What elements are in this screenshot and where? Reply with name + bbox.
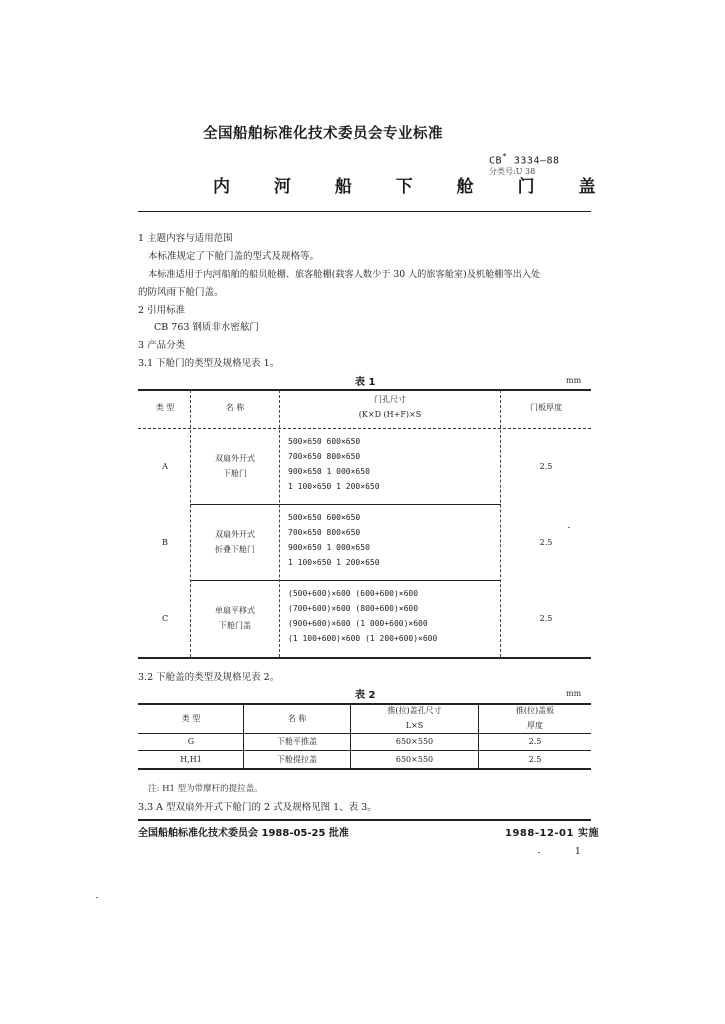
table-1-header-type: 类 型 — [155, 403, 175, 412]
table-2-note: 注: H1 型为带摩杆的提拉盖。 — [148, 784, 263, 794]
header-rule — [138, 211, 591, 212]
table-2-header-type: 类 型 — [181, 714, 201, 723]
table-2-row-h-name: 下舱提拉盖 — [277, 755, 317, 764]
referenced-standard: CB 763 钢质非水密舷门 — [154, 322, 259, 333]
table-1-header-thickness: 门板厚度 — [530, 403, 562, 412]
table-1-header-divider — [138, 428, 591, 429]
classification-number: 分类号:U 38 — [489, 167, 536, 176]
section-3-1: 3.1 下舱门的类型及规格见表 1。 — [138, 358, 280, 369]
section-3-3: 3.3 A 型双扇外开式下舱门的 2 式及规格见图 1、表 3。 — [138, 802, 377, 813]
table-1-row-b-size-3: 900×650 1 000×650 — [288, 543, 370, 552]
table-1-bottom-border — [138, 657, 591, 659]
table-1-row-c-size-4: (1 100+600)×600 (1 200+600)×600 — [288, 634, 438, 643]
table-2-row-h-size: 650×550 — [395, 755, 434, 764]
table-1-row-a-name-line-1: 双扇外开式 — [215, 454, 255, 463]
table-1-row-b-size-2: 700×650 800×650 — [288, 528, 361, 537]
table-1-row-c-name-line-2: 下舱门盖 — [219, 621, 251, 630]
section-1-heading: 1 主题内容与适用范围 — [138, 233, 233, 244]
section-1-paragraph-1: 本标准规定了下舱门盖的型式及规格等。 — [148, 251, 320, 262]
table-1-row-a-size-1: 500×650 600×650 — [288, 437, 361, 446]
table-1-unit: mm — [566, 376, 582, 385]
table-2-row-g-size: 650×550 — [395, 737, 434, 746]
table-1-top-border — [138, 389, 591, 391]
table-2-bottom-border — [138, 768, 591, 770]
table-1-col-divider-1 — [190, 390, 191, 657]
table-1-row-b-name-line-2: 折叠下舱门 — [215, 545, 255, 554]
table-1-row-a-thickness: 2.5 — [539, 462, 553, 471]
table-2-header-name: 名 称 — [287, 714, 307, 723]
table-2-header-thickness: 推(拉)盖板 — [515, 706, 555, 715]
table-2-header-thickness-sub: 厚度 — [527, 721, 543, 730]
table-2-col-divider-1 — [243, 704, 244, 768]
document-title: 内 河 船 下 舱 门 盖 — [213, 177, 615, 197]
approval-line: 全国船舶标准化技术委员会 1988-05-25 批准 — [138, 828, 349, 839]
section-1-paragraph-2a: 本标准适用于内河船舶的船员舱棚、旅客舱棚(载客人数少于 30 人的旅客舱室)及机舱棚等出入处 — [148, 269, 541, 280]
page-number: 1 — [575, 847, 581, 857]
scan-speck — [538, 852, 540, 853]
scan-speck — [568, 527, 570, 528]
table-1-row-c-size-1: (500+600)×600 (600+600)×600 — [288, 589, 419, 598]
standard-number-prefix: CB — [489, 155, 503, 167]
table-2-row-h-type: H,H1 — [180, 755, 202, 764]
table-1-row-a-size-4: 1 100×650 1 200×650 — [288, 482, 380, 491]
table-1-row-divider-1 — [190, 504, 501, 505]
standard-number-value: 3334—88 — [507, 155, 560, 167]
standard-number — [489, 152, 560, 166]
table-1-row-a-type: A — [162, 462, 168, 471]
table-2-col-divider-2 — [350, 704, 351, 768]
table-2-row-g-thickness: 2.5 — [528, 737, 542, 746]
table-1-row-c-type: C — [161, 614, 169, 623]
table-2-row-divider — [138, 750, 591, 751]
table-2-unit: mm — [566, 689, 582, 698]
section-3-2: 3.2 下舱盖的类型及规格见表 2。 — [138, 672, 280, 683]
footer-rule — [138, 819, 591, 821]
table-2-title: 表 2 — [355, 690, 376, 701]
table-1-header-size-formula: (K×D (H+F)×S — [358, 410, 422, 419]
table-2-col-divider-3 — [478, 704, 479, 768]
standard-mark: * — [502, 152, 508, 161]
table-1-row-a-name-line-2: 下舱门 — [223, 469, 247, 478]
table-2-row-h-thickness: 2.5 — [528, 755, 542, 764]
table-1-row-c-size-2: (700+600)×600 (800+600)×600 — [288, 604, 419, 613]
table-1-col-divider-2 — [279, 390, 280, 657]
table-1-row-b-thickness: 2.5 — [539, 538, 553, 547]
table-1-title: 表 1 — [355, 377, 376, 388]
table-1-header-size: 门孔尺寸 — [374, 395, 406, 404]
table-1-row-b-size-1: 500×650 600×650 — [288, 513, 361, 522]
scan-speck — [96, 897, 98, 898]
section-3-heading: 3 产品分类 — [138, 340, 186, 351]
section-2-heading: 2 引用标准 — [138, 305, 186, 316]
table-1-row-c-name-line-1: 单扇平移式 — [215, 606, 255, 615]
table-1-row-b-size-4: 1 100×650 1 200×650 — [288, 558, 380, 567]
issuing-organization: 全国船舶标准化技术委员会专业标准 — [203, 126, 443, 142]
table-1-row-a-size-2: 700×650 800×650 — [288, 452, 361, 461]
table-1-row-a-size-3: 900×650 1 000×650 — [288, 467, 370, 476]
table-1-col-divider-3 — [500, 390, 501, 657]
table-2-header-size-formula: L×S — [405, 721, 424, 730]
table-1-row-b-name-line-1: 双扇外开式 — [215, 530, 255, 539]
table-2-header-size: 推(拉)盖孔尺寸 — [387, 706, 442, 715]
effective-date: 1988-12-01 实施 — [505, 828, 599, 839]
table-2-row-g-type: G — [187, 737, 195, 746]
table-1-row-divider-2 — [190, 580, 501, 581]
table-1-row-c-size-3: (900+600)×600 (1 000+600)×600 — [288, 619, 428, 628]
table-1-header-name: 名 称 — [225, 403, 245, 412]
section-1-paragraph-2b: 的防风雨下舱门盖。 — [138, 287, 224, 298]
table-2-row-g-name: 下舱平推盖 — [277, 737, 317, 746]
table-1-row-c-thickness: 2.5 — [539, 614, 553, 623]
table-1-row-b-type: B — [162, 538, 168, 547]
